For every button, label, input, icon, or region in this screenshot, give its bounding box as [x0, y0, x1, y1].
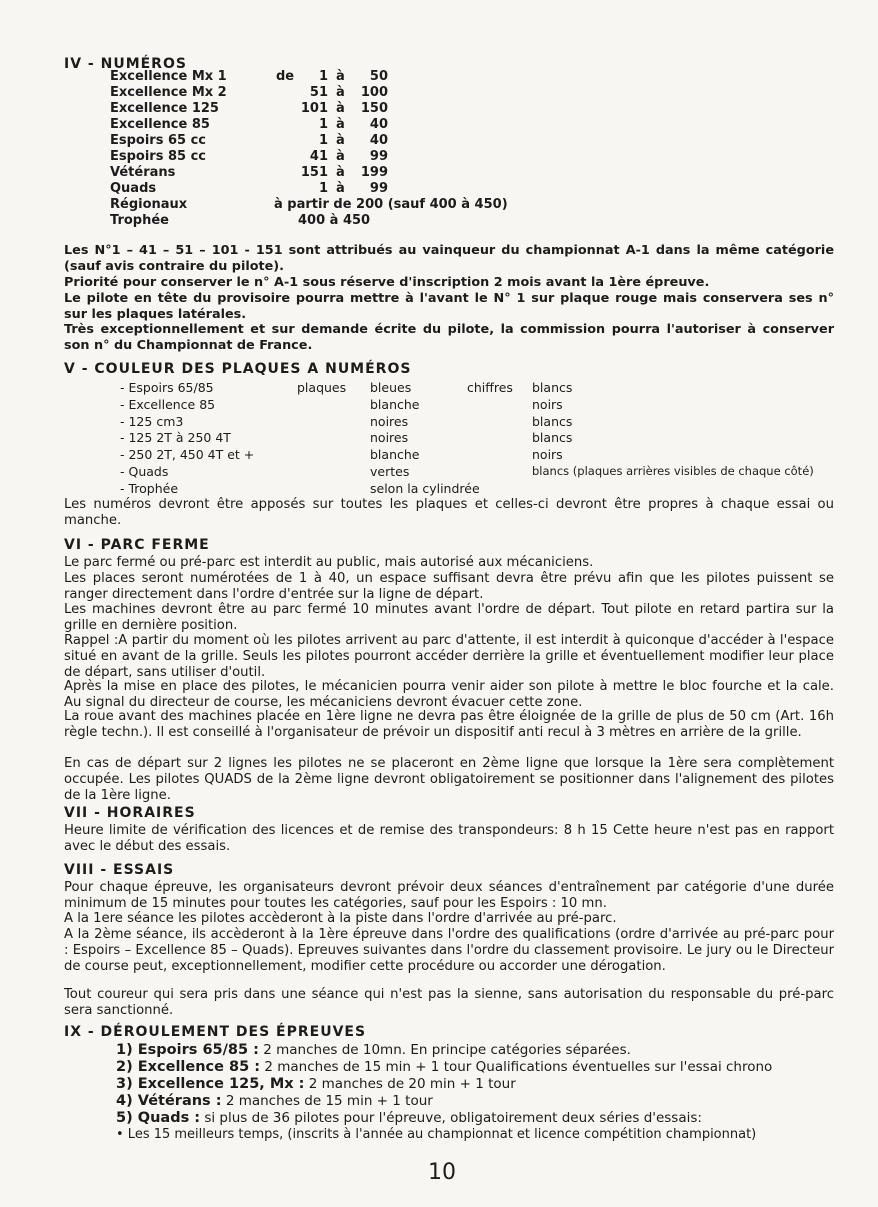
trophee-value: 400 à 450 [298, 213, 371, 228]
number-category: Espoirs 65 cc [110, 133, 207, 148]
deroulement-item-label: 5) Quads : [116, 1110, 201, 1126]
number-category: Quads [110, 181, 157, 196]
deroulement-item [116, 1042, 631, 1058]
digit-color: noirs [532, 447, 563, 462]
parc-paragraph-6: La roue avant des machines placée en 1ère ligne ne devra pas être éloignée de la grille de plus de 50 cm (Art. 16h règle techn.). Il est conseillé à l'organisateur de prévoir un dispositif anti recul à 3 mètres en arrière de la grille. [64, 709, 834, 740]
numeros-paragraph-2: Priorité pour conserver le n° A-1 sous réserve d'inscription 2 mois avant la 1ère épreuve. [64, 275, 710, 290]
parc-paragraph-2: Les places seront numérotées de 1 à 40, un espace suffisant devra être prévu afin que les pilotes puissent se ranger directement dans l'ordre d'entrée sur la ligne de départ. [64, 571, 834, 602]
essais-paragraph-1: Pour chaque épreuve, les organisateurs devront prévoir deux séances d'entraînement par catégorie d'une durée minimum de 15 minutes pour toutes les catégories, sauf pour les Espoirs : 10 mn. [64, 880, 834, 911]
horaires-paragraph-1: Heure limite de vérification des licences et de remise des transpondeurs: 8 h 15 Cette heure n'est pas en rapport avec le début des essais. [64, 823, 834, 854]
number-separator: à [336, 101, 345, 116]
number-to: 150 [360, 101, 388, 116]
page-number: 10 [428, 1160, 456, 1185]
trophee-label: Trophée [110, 213, 169, 228]
number-from: 151 [300, 165, 328, 180]
chiffres-label: chiffres [467, 380, 513, 395]
deroulement-item-text: 2 manches de 15 min + 1 tour [221, 1093, 433, 1109]
number-category: Excellence Mx 1 [110, 69, 227, 84]
number-to: 99 [369, 181, 388, 196]
couleur-paragraph-1: Les numéros devront être apposés sur toutes les plaques et celles-ci devront être propres à chaque essai ou manche. [64, 497, 834, 528]
deroulement-item [116, 1093, 433, 1109]
deroulement-item-label: 2) Excellence 85 : [116, 1059, 261, 1075]
digit-color: blancs [532, 380, 573, 395]
number-separator: à [336, 165, 345, 180]
digit-color: blancs [532, 414, 573, 429]
essais-paragraph-4: Tout coureur qui sera pris dans une séance qui n'est pas la sienne, sans autorisation du responsable du pré-parc sera sanctionné. [64, 987, 834, 1018]
number-separator: à [336, 133, 345, 148]
plate-category: - Espoirs 65/85 [120, 380, 214, 395]
digit-color: blancs (plaques arrières visibles de chaque côté) [532, 464, 814, 478]
section-title-deroulement: IX - DÉROULEMENT DES ÉPREUVES [64, 1024, 367, 1040]
numeros-paragraph-4: Très exceptionnellement et sur demande écrite du pilote, la commission pourra l'autoriser à conserver son n° du Championnat de France. [64, 322, 834, 353]
number-separator: à [336, 149, 345, 164]
parc-paragraph-1: Le parc fermé ou pré-parc est interdit au public, mais autorisé aux mécaniciens. [64, 555, 594, 570]
section-title-numeros: IV - NUMÉROS [64, 56, 187, 72]
number-separator: à [336, 69, 345, 84]
numeros-paragraph-1: Les N°1 – 41 – 51 – 101 - 151 sont attribués au vainqueur du championnat A-1 dans la même catégorie (sauf avis contraire du pilote). [64, 243, 834, 274]
number-category: Espoirs 85 cc [110, 149, 207, 164]
number-category: Vétérans [110, 165, 176, 180]
plate-category: - Quads [120, 464, 169, 479]
number-from: 41 [309, 149, 328, 164]
parc-paragraph-5: Après la mise en place des pilotes, le mécanicien pourra venir aider son pilote à mettre le bloc fourche et la cale. Au signal du directeur de course, les mécaniciens devront évacuer cette zone. [64, 679, 834, 710]
deroulement-item-text: 2 manches de 15 min + 1 tour Qualifications éventuelles sur l'essai chrono [260, 1059, 773, 1075]
number-category: Excellence Mx 2 [110, 85, 227, 100]
digit-color: noirs [532, 397, 563, 412]
deroulement-item [116, 1059, 772, 1075]
parc-paragraph-4: Rappel :A partir du moment où les pilotes arrivent au parc d'attente, il est interdit à quiconque d'accéder à l'espace situé en avant de la grille. Seuls les pilotes pourront accéder derrière la grille et éventuellement modifier leur place de départ, sans utiliser d'outil. [64, 633, 834, 680]
plate-color: noires [370, 430, 409, 445]
plaques-label: plaques [297, 380, 347, 395]
number-separator: à [336, 85, 345, 100]
number-from: 1 [318, 69, 328, 84]
number-from: 101 [300, 101, 328, 116]
essais-paragraph-3: A la 2ème séance, ils accèderont à la 1ère épreuve dans l'ordre des qualifications (ordre d'arrivée au pré-parc pour : Espoirs – Excellence 85 – Quads). Epreuves suivantes dans l'ordre du classement provisoire. Le jury ou le Directeur de course peut, exceptionnellement, modifier cette procédure ou accorder une dérogation. [64, 927, 834, 974]
deroulement-item-label: 4) Vétérans : [116, 1093, 222, 1109]
number-from: 1 [318, 117, 328, 132]
plate-color: noires [370, 414, 409, 429]
number-to: 40 [369, 133, 388, 148]
deroulement-bullet: • Les 15 meilleurs temps, (inscrits à l'année au championnat et licence compétition championnat) [116, 1127, 757, 1142]
number-from: 1 [318, 181, 328, 196]
regionaux-label: Régionaux [110, 197, 188, 212]
number-separator: à [336, 181, 345, 196]
plate-color: blanche [370, 397, 420, 412]
plate-category: - 125 2T à 250 4T [120, 430, 231, 445]
number-from: 51 [309, 85, 328, 100]
deroulement-item-label: 1) Espoirs 65/85 : [116, 1042, 259, 1058]
deroulement-item-text: 2 manches de 10mn. En principe catégories séparées. [258, 1042, 631, 1058]
parc-paragraph-3: Les machines devront être au parc fermé 10 minutes avant l'ordre de départ. Tout pilote en retard partira sur la grille en dernière position. [64, 602, 834, 633]
number-separator: à [336, 117, 345, 132]
number-to: 99 [369, 149, 388, 164]
section-title-horaires: VII - HORAIRES [64, 805, 196, 821]
number-to: 100 [360, 85, 388, 100]
numeros-paragraph-3: Le pilote en tête du provisoire pourra mettre à l'avant le N° 1 sur plaque rouge mais conservera ses n° sur les plaques latérales. [64, 291, 834, 322]
deroulement-item-text: 2 manches de 20 min + 1 tour [304, 1076, 516, 1092]
deroulement-item-label: 3) Excellence 125, Mx : [116, 1076, 305, 1092]
essais-paragraph-2: A la 1ere séance les pilotes accèderont à la piste dans l'ordre d'arrivée au pré-parc. [64, 911, 617, 926]
section-title-couleur: V - COULEUR DES PLAQUES A NUMÉROS [64, 361, 412, 377]
parc-paragraph-7: En cas de départ sur 2 lignes les pilotes ne se placeront en 2ème ligne que lorsque la 1ère sera complètement occupée. Les pilotes QUADS de la 2ème ligne devront obligatoirement se positionner dans l'alignement des pilotes de la 1ère ligne. [64, 756, 834, 803]
section-title-parc-ferme: VI - PARC FERME [64, 537, 210, 553]
section-title-essais: VIII - ESSAIS [64, 862, 175, 878]
deroulement-item-text: si plus de 36 pilotes pour l'épreuve, obligatoirement deux séries d'essais: [200, 1110, 702, 1126]
regionaux-value: à partir de 200 (sauf 400 à 450) [274, 197, 508, 212]
plate-color: blanche [370, 447, 420, 462]
plate-color: bleues [370, 380, 412, 395]
deroulement-item [116, 1076, 516, 1092]
digit-color: blancs [532, 430, 573, 445]
plate-category: - 250 2T, 450 4T et + [120, 447, 255, 462]
deroulement-item [116, 1110, 702, 1126]
plate-color: vertes [370, 464, 410, 479]
number-to: 40 [369, 117, 388, 132]
number-from: 1 [318, 133, 328, 148]
plate-category: - Excellence 85 [120, 397, 216, 412]
plate-category: - Trophée [120, 481, 179, 496]
number-to: 50 [369, 69, 388, 84]
number-category: Excellence 85 [110, 117, 210, 132]
plate-category: - 125 cm3 [120, 414, 184, 429]
number-prefix: de [276, 69, 295, 84]
plate-color: selon la cylindrée [370, 481, 480, 496]
number-to: 199 [360, 165, 388, 180]
number-category: Excellence 125 [110, 101, 219, 116]
